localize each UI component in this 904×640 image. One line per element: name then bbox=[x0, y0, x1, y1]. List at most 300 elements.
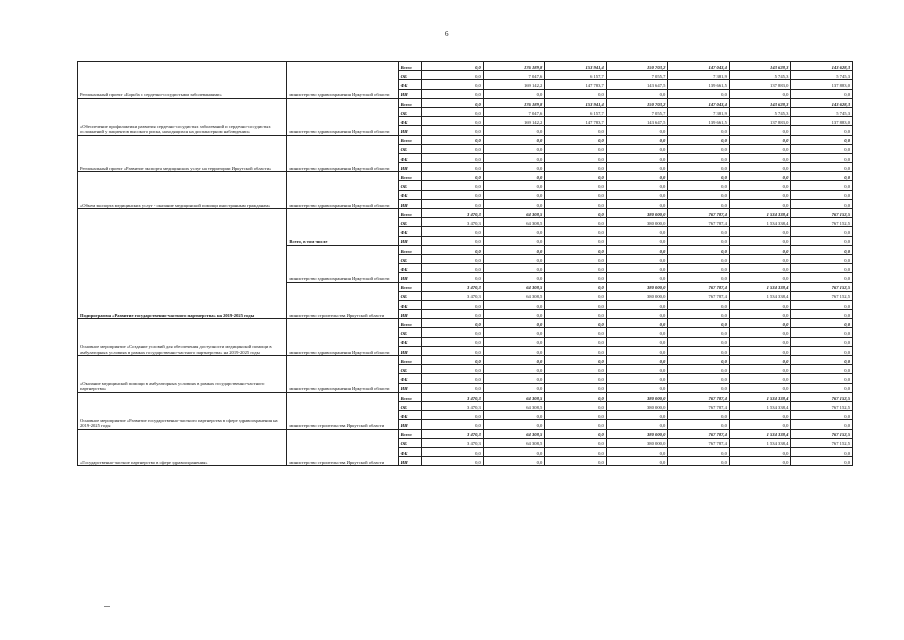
amount-cell: 0,0 bbox=[545, 181, 607, 190]
amount-cell: 0,0 bbox=[483, 181, 545, 190]
amount-cell: 7 055,7 bbox=[606, 107, 668, 116]
amount-cell: 137 883,0 bbox=[729, 117, 791, 126]
amount-cell: 0,0 bbox=[422, 300, 484, 309]
amount-cell: 7 381,9 bbox=[668, 71, 730, 80]
amount-cell: 0,0 bbox=[545, 245, 607, 254]
program-name-cell: Региональный проект «Борьба с сердечно-сосудистыми заболеваниями» bbox=[78, 62, 287, 99]
amount-cell: 1 534 338,4 bbox=[729, 401, 791, 410]
amount-cell: 767 152,5 bbox=[791, 392, 853, 401]
amount-cell: 64 308,5 bbox=[483, 218, 545, 227]
amount-cell: 137 883,0 bbox=[791, 117, 853, 126]
amount-cell: 0,0 bbox=[545, 457, 607, 466]
amount-cell: 3 470,3 bbox=[422, 282, 484, 291]
executor-cell: министерство здравоохранения Иркутской области bbox=[287, 172, 398, 209]
amount-cell: 380 000,0 bbox=[606, 392, 668, 401]
amount-cell: 0,0 bbox=[729, 328, 791, 337]
amount-cell: 169 142,2 bbox=[483, 117, 545, 126]
amount-cell: 0,0 bbox=[606, 328, 668, 337]
amount-cell: 0,0 bbox=[545, 264, 607, 273]
amount-cell: 0,0 bbox=[668, 172, 730, 181]
amount-cell: 0,0 bbox=[606, 89, 668, 98]
funding-source-cell: ОБ bbox=[398, 144, 422, 153]
amount-cell: 0,0 bbox=[729, 126, 791, 135]
amount-cell: 0,0 bbox=[422, 383, 484, 392]
amount-cell: 0,0 bbox=[606, 126, 668, 135]
amount-cell: 0,0 bbox=[545, 310, 607, 319]
amount-cell: 5 745,3 bbox=[791, 71, 853, 80]
amount-cell: 0,0 bbox=[545, 144, 607, 153]
amount-cell: 0,0 bbox=[668, 89, 730, 98]
amount-cell: 0,0 bbox=[668, 236, 730, 245]
amount-cell: 380 000,0 bbox=[606, 218, 668, 227]
amount-cell: 0,0 bbox=[791, 163, 853, 172]
amount-cell: 0,0 bbox=[668, 153, 730, 162]
amount-cell: 0,0 bbox=[791, 447, 853, 456]
amount-cell: 3 470,3 bbox=[422, 429, 484, 438]
amount-cell: 0,0 bbox=[606, 457, 668, 466]
amount-cell: 0,0 bbox=[791, 356, 853, 365]
executor-cell: министерство строительства Иркутской области bbox=[287, 392, 398, 429]
funding-source-cell: ОБ bbox=[398, 438, 422, 447]
amount-cell: 0,0 bbox=[791, 365, 853, 374]
amount-cell: 0,0 bbox=[422, 62, 484, 71]
amount-cell: 176 189,8 bbox=[483, 98, 545, 107]
amount-cell: 0,0 bbox=[606, 227, 668, 236]
amount-cell: 380 000,0 bbox=[606, 291, 668, 300]
amount-cell: 0,0 bbox=[606, 172, 668, 181]
amount-cell: 0,0 bbox=[729, 172, 791, 181]
amount-cell: 0,0 bbox=[422, 273, 484, 282]
program-name-cell: Основное мероприятие «Развитие государственно-частного партнерства в сфере здравоохранения на 2019-2025 годы bbox=[78, 392, 287, 429]
amount-cell: 0,0 bbox=[483, 163, 545, 172]
amount-cell: 1 534 338,4 bbox=[729, 291, 791, 300]
amount-cell: 0,0 bbox=[545, 135, 607, 144]
amount-cell: 0,0 bbox=[668, 457, 730, 466]
amount-cell: 767 152,5 bbox=[791, 401, 853, 410]
amount-cell: 0,0 bbox=[545, 209, 607, 218]
amount-cell: 137 883,0 bbox=[729, 80, 791, 89]
amount-cell: 143 628,3 bbox=[791, 62, 853, 71]
amount-cell: 0,0 bbox=[606, 346, 668, 355]
amount-cell: 0,0 bbox=[545, 300, 607, 309]
amount-cell: 380 000,0 bbox=[606, 209, 668, 218]
program-name-cell: Основное мероприятие «Создание условий для обеспечения доступности медицинской помощи в амбулаторных условиях в рамках государственно-частного партнерства» на 2019-2025 годы bbox=[78, 319, 287, 356]
amount-cell: 380 000,0 bbox=[606, 429, 668, 438]
amount-cell: 3 470,3 bbox=[422, 209, 484, 218]
funding-source-cell: ОБ bbox=[398, 218, 422, 227]
amount-cell: 143 628,3 bbox=[729, 62, 791, 71]
amount-cell: 0,0 bbox=[791, 236, 853, 245]
amount-cell: 0,0 bbox=[729, 346, 791, 355]
amount-cell: 64 308,5 bbox=[483, 282, 545, 291]
amount-cell: 1 534 338,4 bbox=[729, 429, 791, 438]
amount-cell: 0,0 bbox=[606, 273, 668, 282]
funding-source-cell: ИИ bbox=[398, 89, 422, 98]
amount-cell: 0,0 bbox=[668, 181, 730, 190]
amount-cell: 0,0 bbox=[729, 227, 791, 236]
amount-cell: 0,0 bbox=[483, 328, 545, 337]
amount-cell: 0,0 bbox=[668, 420, 730, 429]
funding-source-cell: ИИ bbox=[398, 126, 422, 135]
amount-cell: 0,0 bbox=[791, 273, 853, 282]
amount-cell: 0,0 bbox=[483, 420, 545, 429]
amount-cell: 143 647,5 bbox=[606, 117, 668, 126]
funding-source-cell: Всего bbox=[398, 98, 422, 107]
amount-cell: 6 157,7 bbox=[545, 107, 607, 116]
amount-cell: 1 534 338,4 bbox=[729, 282, 791, 291]
amount-cell: 0,0 bbox=[791, 135, 853, 144]
amount-cell: 0,0 bbox=[606, 153, 668, 162]
amount-cell: 0,0 bbox=[729, 420, 791, 429]
funding-source-cell: ФБ bbox=[398, 337, 422, 346]
amount-cell: 0,0 bbox=[483, 300, 545, 309]
amount-cell: 0,0 bbox=[545, 337, 607, 346]
amount-cell: 767 787,4 bbox=[668, 392, 730, 401]
amount-cell: 0,0 bbox=[606, 374, 668, 383]
amount-cell: 1 534 338,4 bbox=[729, 218, 791, 227]
funding-source-cell: ОБ bbox=[398, 254, 422, 263]
amount-cell: 0,0 bbox=[422, 365, 484, 374]
amount-cell: 0,0 bbox=[545, 401, 607, 410]
amount-cell: 3 470,3 bbox=[422, 392, 484, 401]
amount-cell: 767 787,4 bbox=[668, 438, 730, 447]
amount-cell: 153 941,4 bbox=[545, 62, 607, 71]
funding-source-cell: ФБ bbox=[398, 447, 422, 456]
amount-cell: 767 152,5 bbox=[791, 429, 853, 438]
amount-cell: 0,0 bbox=[791, 245, 853, 254]
amount-cell: 0,0 bbox=[729, 374, 791, 383]
amount-cell: 0,0 bbox=[729, 153, 791, 162]
amount-cell: 143 647,5 bbox=[606, 80, 668, 89]
amount-cell: 0,0 bbox=[791, 89, 853, 98]
funding-source-cell: ИИ bbox=[398, 236, 422, 245]
funding-source-cell: ИИ bbox=[398, 199, 422, 208]
amount-cell: 0,0 bbox=[545, 126, 607, 135]
amount-cell: 0,0 bbox=[729, 163, 791, 172]
amount-cell: 767 152,5 bbox=[791, 291, 853, 300]
amount-cell: 0,0 bbox=[422, 328, 484, 337]
amount-cell: 64 308,5 bbox=[483, 401, 545, 410]
amount-cell: 0,0 bbox=[668, 254, 730, 263]
amount-cell: 0,0 bbox=[545, 447, 607, 456]
table-body bbox=[78, 62, 853, 466]
executor-cell: министерство здравоохранения Иркутской области bbox=[287, 62, 398, 99]
amount-cell: 0,0 bbox=[606, 236, 668, 245]
amount-cell: 153 941,4 bbox=[545, 98, 607, 107]
funding-source-cell: Всего bbox=[398, 429, 422, 438]
amount-cell: 0,0 bbox=[791, 346, 853, 355]
amount-cell: 0,0 bbox=[729, 254, 791, 263]
amount-cell: 0,0 bbox=[483, 383, 545, 392]
amount-cell: 0,0 bbox=[606, 181, 668, 190]
funding-source-cell: ИИ bbox=[398, 383, 422, 392]
amount-cell: 0,0 bbox=[545, 89, 607, 98]
amount-cell: 0,0 bbox=[422, 420, 484, 429]
funding-source-cell: Всего bbox=[398, 172, 422, 181]
amount-cell: 0,0 bbox=[545, 291, 607, 300]
amount-cell: 0,0 bbox=[422, 236, 484, 245]
amount-cell: 0,0 bbox=[422, 80, 484, 89]
amount-cell: 0,0 bbox=[483, 227, 545, 236]
amount-cell: 0,0 bbox=[606, 310, 668, 319]
amount-cell: 0,0 bbox=[483, 126, 545, 135]
amount-cell: 64 308,5 bbox=[483, 392, 545, 401]
amount-cell: 7 381,9 bbox=[668, 107, 730, 116]
amount-cell: 0,0 bbox=[791, 337, 853, 346]
amount-cell: 0,0 bbox=[422, 264, 484, 273]
amount-cell: 0,0 bbox=[791, 319, 853, 328]
amount-cell: 0,0 bbox=[483, 319, 545, 328]
amount-cell: 0,0 bbox=[545, 319, 607, 328]
amount-cell: 0,0 bbox=[422, 199, 484, 208]
table-row bbox=[78, 172, 853, 181]
amount-cell: 0,0 bbox=[791, 328, 853, 337]
table-row bbox=[78, 62, 853, 71]
amount-cell: 0,0 bbox=[729, 199, 791, 208]
amount-cell: 0,0 bbox=[483, 153, 545, 162]
funding-source-cell: ИИ bbox=[398, 273, 422, 282]
amount-cell: 0,0 bbox=[606, 365, 668, 374]
amount-cell: 0,0 bbox=[545, 438, 607, 447]
amount-cell: 1 534 338,4 bbox=[729, 392, 791, 401]
amount-cell: 0,0 bbox=[422, 254, 484, 263]
amount-cell: 7 047,6 bbox=[483, 107, 545, 116]
amount-cell: 0,0 bbox=[545, 273, 607, 282]
amount-cell: 0,0 bbox=[422, 98, 484, 107]
amount-cell: 0,0 bbox=[668, 135, 730, 144]
executor-cell: министерство строительства Иркутской области bbox=[287, 429, 398, 466]
amount-cell: 0,0 bbox=[545, 199, 607, 208]
amount-cell: 0,0 bbox=[545, 218, 607, 227]
amount-cell: 0,0 bbox=[668, 199, 730, 208]
amount-cell: 64 308,5 bbox=[483, 429, 545, 438]
amount-cell: 0,0 bbox=[545, 163, 607, 172]
amount-cell: 0,0 bbox=[545, 374, 607, 383]
amount-cell: 0,0 bbox=[422, 337, 484, 346]
amount-cell: 0,0 bbox=[668, 374, 730, 383]
funding-source-cell: ФБ bbox=[398, 117, 422, 126]
amount-cell: 0,0 bbox=[729, 190, 791, 199]
amount-cell: 0,0 bbox=[729, 310, 791, 319]
amount-cell: 0,0 bbox=[668, 328, 730, 337]
margin-mark bbox=[104, 606, 110, 607]
amount-cell: 0,0 bbox=[545, 172, 607, 181]
amount-cell: 169 142,2 bbox=[483, 80, 545, 89]
amount-cell: 3 470,3 bbox=[422, 291, 484, 300]
funding-source-cell: ИИ bbox=[398, 457, 422, 466]
funding-source-cell: ФБ bbox=[398, 227, 422, 236]
funding-source-cell: Всего bbox=[398, 282, 422, 291]
amount-cell: 1 534 338,4 bbox=[729, 209, 791, 218]
amount-cell: 0,0 bbox=[483, 346, 545, 355]
amount-cell: 0,0 bbox=[545, 254, 607, 263]
funding-source-cell: Всего bbox=[398, 319, 422, 328]
amount-cell: 767 152,5 bbox=[791, 209, 853, 218]
amount-cell: 0,0 bbox=[545, 346, 607, 355]
amount-cell: 0,0 bbox=[606, 190, 668, 199]
program-name-cell: «Государственно-частное партнерство в сфере здравоохранения» bbox=[78, 429, 287, 466]
funding-source-cell: ОБ bbox=[398, 71, 422, 80]
amount-cell: 0,0 bbox=[483, 374, 545, 383]
program-name-cell: «Объем экспорта медицинских услуг - оказание медицинской помощи иностранным гражданам» bbox=[78, 172, 287, 209]
amount-cell: 0,0 bbox=[791, 457, 853, 466]
amount-cell: 0,0 bbox=[483, 245, 545, 254]
amount-cell: 0,0 bbox=[483, 411, 545, 420]
amount-cell: 0,0 bbox=[729, 264, 791, 273]
funding-source-cell: ОБ bbox=[398, 401, 422, 410]
amount-cell: 0,0 bbox=[791, 300, 853, 309]
amount-cell: 3 470,3 bbox=[422, 218, 484, 227]
amount-cell: 0,0 bbox=[791, 227, 853, 236]
amount-cell: 1 534 338,4 bbox=[729, 438, 791, 447]
amount-cell: 0,0 bbox=[606, 264, 668, 273]
amount-cell: 0,0 bbox=[483, 199, 545, 208]
amount-cell: 0,0 bbox=[668, 227, 730, 236]
amount-cell: 0,0 bbox=[422, 447, 484, 456]
amount-cell: 0,0 bbox=[791, 172, 853, 181]
table-row bbox=[78, 356, 853, 365]
amount-cell: 0,0 bbox=[791, 144, 853, 153]
funding-source-cell: ФБ bbox=[398, 411, 422, 420]
amount-cell: 147 783,7 bbox=[545, 80, 607, 89]
amount-cell: 0,0 bbox=[668, 383, 730, 392]
amount-cell: 0,0 bbox=[729, 356, 791, 365]
amount-cell: 0,0 bbox=[483, 89, 545, 98]
amount-cell: 0,0 bbox=[483, 365, 545, 374]
amount-cell: 0,0 bbox=[668, 144, 730, 153]
amount-cell: 0,0 bbox=[606, 163, 668, 172]
amount-cell: 0,0 bbox=[668, 411, 730, 420]
amount-cell: 0,0 bbox=[422, 181, 484, 190]
amount-cell: 767 787,4 bbox=[668, 429, 730, 438]
amount-cell: 767 787,4 bbox=[668, 401, 730, 410]
funding-source-cell: ОБ bbox=[398, 181, 422, 190]
amount-cell: 0,0 bbox=[545, 420, 607, 429]
table-row bbox=[78, 135, 853, 144]
amount-cell: 0,0 bbox=[729, 300, 791, 309]
executor-cell: министерство здравоохранения Иркутской области bbox=[287, 98, 398, 135]
funding-source-cell: ОБ bbox=[398, 291, 422, 300]
executor-cell: министерство здравоохранения Иркутской области bbox=[287, 245, 398, 282]
amount-cell: 143 628,3 bbox=[791, 98, 853, 107]
amount-cell: 0,0 bbox=[422, 457, 484, 466]
amount-cell: 0,0 bbox=[422, 107, 484, 116]
amount-cell: 0,0 bbox=[545, 227, 607, 236]
amount-cell: 0,0 bbox=[422, 117, 484, 126]
amount-cell: 0,0 bbox=[422, 126, 484, 135]
amount-cell: 0,0 bbox=[422, 310, 484, 319]
amount-cell: 0,0 bbox=[483, 273, 545, 282]
amount-cell: 0,0 bbox=[422, 356, 484, 365]
amount-cell: 0,0 bbox=[668, 245, 730, 254]
amount-cell: 0,0 bbox=[729, 365, 791, 374]
amount-cell: 6 157,7 bbox=[545, 71, 607, 80]
amount-cell: 0,0 bbox=[668, 310, 730, 319]
amount-cell: 147 043,4 bbox=[668, 98, 730, 107]
amount-cell: 0,0 bbox=[422, 190, 484, 199]
amount-cell: 147 043,4 bbox=[668, 62, 730, 71]
amount-cell: 0,0 bbox=[729, 337, 791, 346]
funding-source-cell: Всего bbox=[398, 392, 422, 401]
amount-cell: 0,0 bbox=[606, 411, 668, 420]
amount-cell: 0,0 bbox=[668, 337, 730, 346]
amount-cell: 0,0 bbox=[606, 319, 668, 328]
amount-cell: 150 703,2 bbox=[606, 62, 668, 71]
amount-cell: 0,0 bbox=[791, 264, 853, 273]
table-row bbox=[78, 392, 853, 401]
budget-table bbox=[77, 61, 853, 466]
amount-cell: 0,0 bbox=[668, 365, 730, 374]
amount-cell: 143 628,3 bbox=[729, 98, 791, 107]
amount-cell: 0,0 bbox=[791, 374, 853, 383]
amount-cell: 0,0 bbox=[422, 245, 484, 254]
funding-source-cell: ОБ bbox=[398, 365, 422, 374]
program-name-cell: Подпрограмма «Развитие государственно-частного партнерства» на 2019-2025 годы bbox=[78, 209, 287, 319]
amount-cell: 0,0 bbox=[729, 411, 791, 420]
amount-cell: 0,0 bbox=[606, 254, 668, 263]
amount-cell: 0,0 bbox=[606, 135, 668, 144]
program-name-cell: «Обеспечение профилактики развития сердечно-сосудистых заболеваний и сердечно-сосудистых осложнений у пациентов высокого риска, находящихся на диспансерном наблюдении» bbox=[78, 98, 287, 135]
amount-cell: 0,0 bbox=[606, 300, 668, 309]
amount-cell: 0,0 bbox=[422, 89, 484, 98]
amount-cell: 5 745,3 bbox=[791, 107, 853, 116]
amount-cell: 0,0 bbox=[791, 254, 853, 263]
amount-cell: 0,0 bbox=[668, 163, 730, 172]
table-row bbox=[78, 429, 853, 438]
amount-cell: 767 787,4 bbox=[668, 209, 730, 218]
amount-cell: 0,0 bbox=[668, 319, 730, 328]
amount-cell: 0,0 bbox=[422, 227, 484, 236]
amount-cell: 0,0 bbox=[483, 457, 545, 466]
table-row bbox=[78, 209, 853, 218]
amount-cell: 0,0 bbox=[545, 383, 607, 392]
executor-cell: министерство здравоохранения Иркутской области bbox=[287, 135, 398, 172]
amount-cell: 137 883,0 bbox=[791, 80, 853, 89]
amount-cell: 0,0 bbox=[606, 420, 668, 429]
amount-cell: 0,0 bbox=[729, 181, 791, 190]
funding-source-cell: ФБ bbox=[398, 153, 422, 162]
amount-cell: 0,0 bbox=[483, 190, 545, 199]
funding-source-cell: ОБ bbox=[398, 328, 422, 337]
amount-cell: 0,0 bbox=[729, 245, 791, 254]
amount-cell: 0,0 bbox=[668, 300, 730, 309]
amount-cell: 0,0 bbox=[483, 356, 545, 365]
amount-cell: 0,0 bbox=[422, 71, 484, 80]
amount-cell: 139 661,5 bbox=[668, 80, 730, 89]
amount-cell: 0,0 bbox=[791, 199, 853, 208]
amount-cell: 0,0 bbox=[729, 447, 791, 456]
amount-cell: 767 152,5 bbox=[791, 218, 853, 227]
amount-cell: 0,0 bbox=[606, 383, 668, 392]
amount-cell: 380 000,0 bbox=[606, 282, 668, 291]
funding-source-cell: Всего bbox=[398, 245, 422, 254]
amount-cell: 0,0 bbox=[545, 153, 607, 162]
amount-cell: 5 745,3 bbox=[729, 71, 791, 80]
amount-cell: 767 787,4 bbox=[668, 291, 730, 300]
amount-cell: 0,0 bbox=[729, 273, 791, 282]
amount-cell: 0,0 bbox=[729, 135, 791, 144]
amount-cell: 0,0 bbox=[422, 144, 484, 153]
table-row bbox=[78, 319, 853, 328]
amount-cell: 767 787,4 bbox=[668, 282, 730, 291]
amount-cell: 0,0 bbox=[483, 447, 545, 456]
executor-cell: министерство строительства Иркутской области bbox=[287, 282, 398, 319]
amount-cell: 0,0 bbox=[483, 254, 545, 263]
amount-cell: 0,0 bbox=[483, 172, 545, 181]
amount-cell: 150 703,2 bbox=[606, 98, 668, 107]
amount-cell: 0,0 bbox=[422, 319, 484, 328]
amount-cell: 0,0 bbox=[422, 346, 484, 355]
